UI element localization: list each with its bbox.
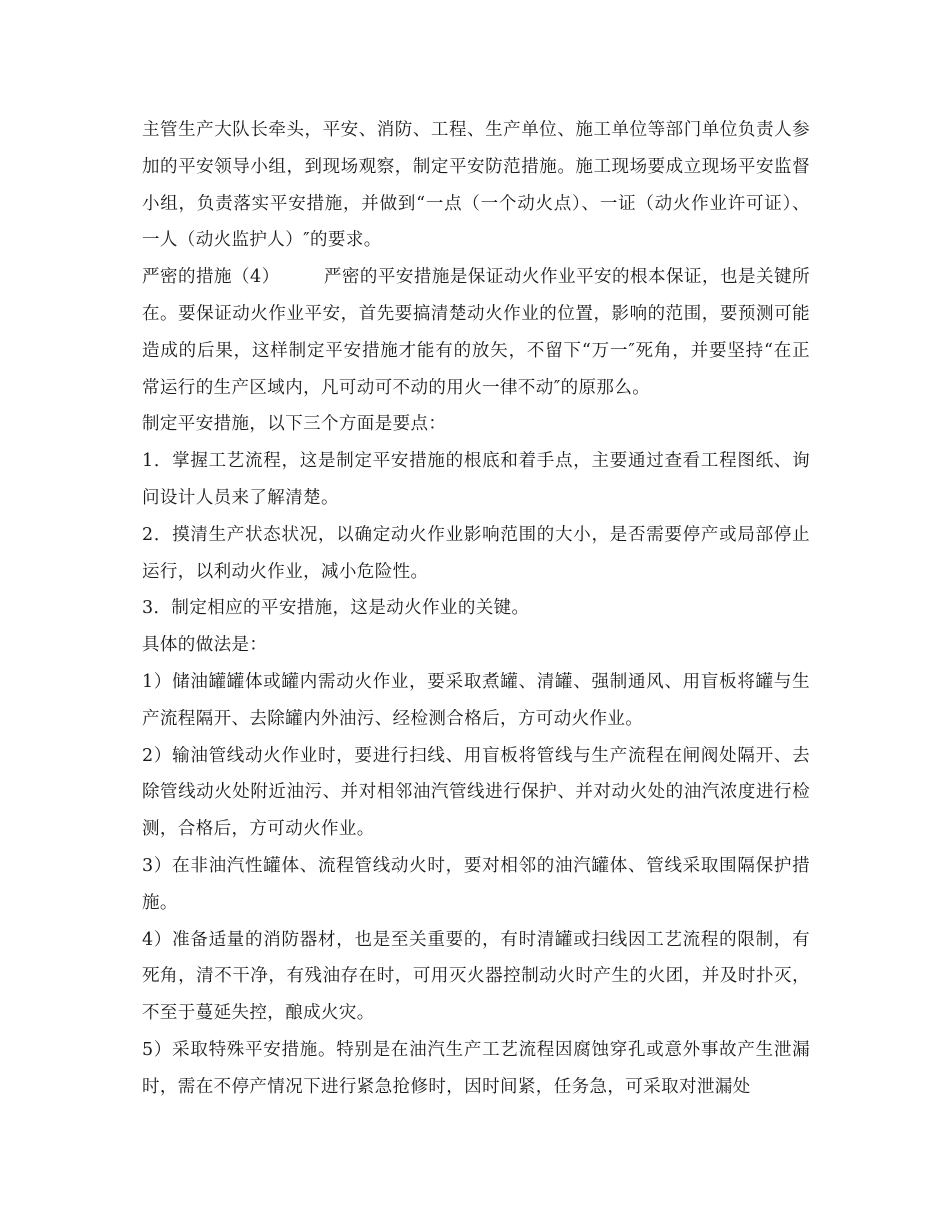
section-4-text: 严密的平安措施是保证动火作业平安的根本保证，也是关键所在。要保证动火作业平安，首先要搞清楚动火作业的位置，影响的范围，要预测可能造成的后果，这样制定平安措施才能有的放矢，不留下“万一″死角，并要坚持“在正常运行的生产区域内，凡可动可不动的用火一律不动″的原那么。	[142, 267, 810, 398]
document-page	[142, 112, 810, 1106]
method-2: 2）输油管线动火作业时，要进行扫线、用盲板将管线与生产流程在闸阀处隔开、去除管线动火处附近油污、并对相邻油汽管线进行保护、并对动火处的油汽浓度进行检测，合格后，方可动火作业。	[142, 745, 810, 840]
point-2: 2．摸清生产状态状况，以确定动火作业影响范围的大小，是否需要停产或局部停止运行，以利动火作业，减小危险性。	[142, 524, 810, 582]
point-1: 1．掌握工艺流程，这是制定平安措施的根底和着手点，主要通过查看工程图纸、询问设计人员来了解清楚。	[142, 451, 810, 508]
point-3: 3．制定相应的平安措施，这是动火作业的关键。	[142, 598, 530, 619]
paragraph-intro: 制定平安措施，以下三个方面是要点：	[142, 414, 447, 435]
method-3: 3）在非油汽性罐体、流程管线动火时，要对相邻的油汽罐体、管线采取围隔保护措施。	[142, 855, 810, 913]
method-1: 1）储油罐罐体或罐内需动火作业，要采取煮罐、清罐、强制通风、用盲板将罐与生产流程隔开、去除罐内外油污、经检测合格后，方可动火作业。	[142, 671, 810, 729]
section-4-label: 严密的措施（4）	[142, 267, 280, 288]
methods-heading: 具体的做法是：	[142, 635, 268, 656]
method-5: 5）采取特殊平安措施。特别是在油汽生产工艺流程因腐蚀穿孔或意外事故产生泄漏时，需在不停产情况下进行紧急抢修时，因时间紧，任务急，可采取对泄漏处	[142, 1039, 810, 1097]
paragraph-section-4	[142, 259, 810, 406]
paragraph-safety-group: 主管生产大队长牵头，平安、消防、工程、生产单位、施工单位等部门单位负责人参加的平安领导小组，到现场观察，制定平安防范措施。施工现场要成立现场平安监督小组，负责落实平安措施，并做到“一点（一个动火点）、一证（动火作业许可证）、一人（动火监护人）″的要求。	[142, 120, 810, 251]
method-4: 4）准备适量的消防器材，也是至关重要的，有时清罐或扫线因工艺流程的限制，有死角，清不干净，有残油存在时，可用灭火器控制动火时产生的火团，并及时扑灭，不至于蔓延失控，酿成火灾。	[142, 929, 810, 1024]
